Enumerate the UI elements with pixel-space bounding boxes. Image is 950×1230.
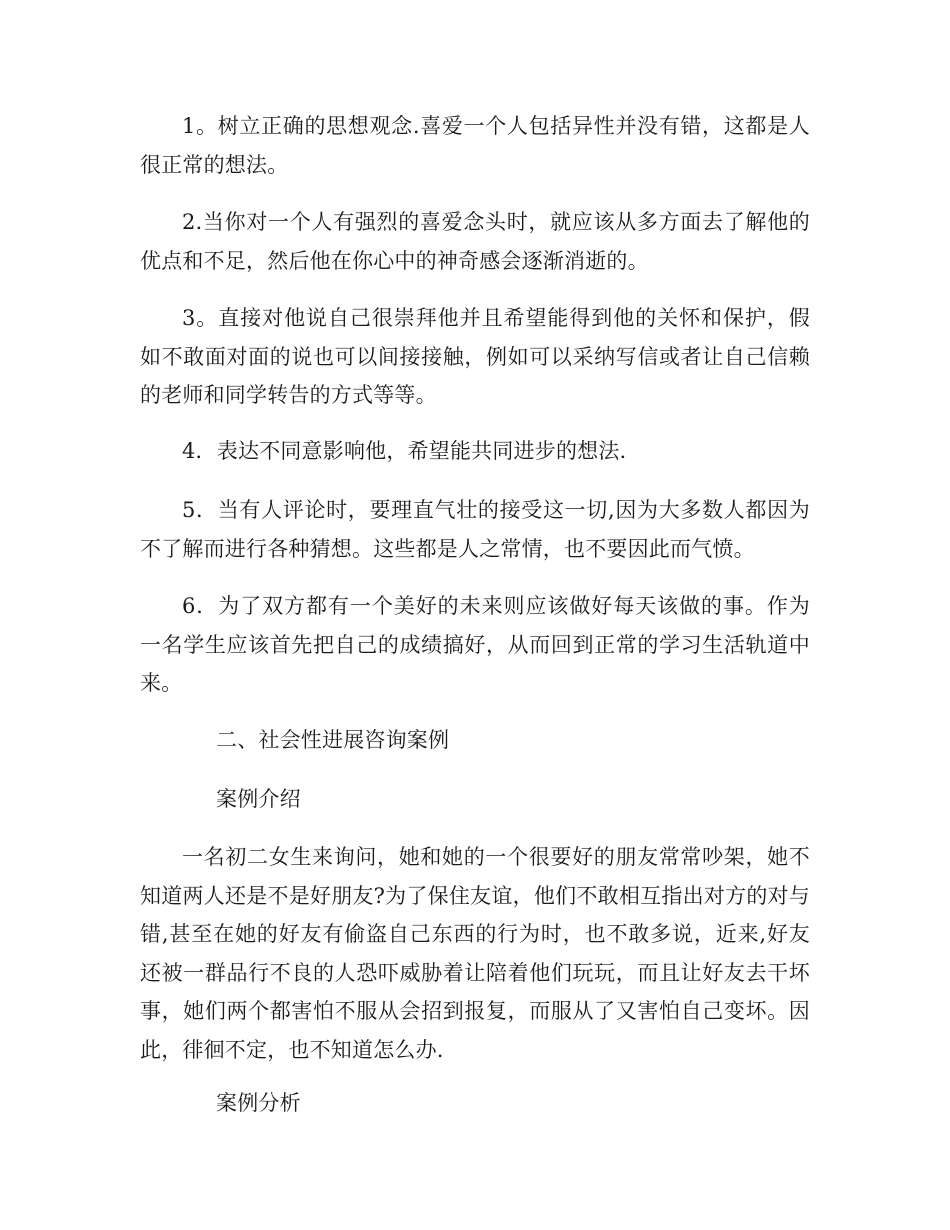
list-item-1: 1。树立正确的思想观念.喜爱一个人包括异性并没有错，这都是人很正常的想法。 <box>140 114 810 177</box>
list-item-4: 4．表达不同意影响他，希望能共同进步的想法. <box>182 439 627 463</box>
list-item-3: 3。直接对他说自己很崇拜他并且希望能得到他的关怀和保护，假如不敢面对面的说也可以间接接触，例如可以采纳写信或者让自己信赖的老师和同学转告的方式等等。 <box>140 306 810 407</box>
list-item-5: 5．当有人评论时，要理直气壮的接受这一切,因为大多数人都因为不了解而进行各种猜想。这些都是人之常情，也不要因此而气愤。 <box>140 498 810 561</box>
case-intro-title: 案例介绍 <box>216 787 301 811</box>
section-title: 二、社会性进展咨询案例 <box>216 728 450 752</box>
list-item-2: 2.当你对一个人有强烈的喜爱念头时，就应该从多方面去了解他的优点和不足，然后他在你心中的神奇感会逐渐消逝的。 <box>140 210 810 273</box>
list-item-6: 6．为了双方都有一个美好的未来则应该做好每天该做的事。作为一名学生应该首先把自己的成绩搞好，从而回到正常的学习生活轨道中来。 <box>140 594 810 695</box>
case-intro-text: 一名初二女生来询问，她和她的一个很要好的朋友常常吵架，她不知道两人还是不是好朋友?为了保住友谊，他们不敢相互指出对方的对与错,甚至在她的好友有偷盗自己东西的行为时，也不敢多说，近来,好友还被一群品行不良的人恐吓威胁着让陪着他们玩玩，而且让好友去干坏事，她们两个都害怕不服从会招到报复，而服从了又害怕自己变坏。因此，徘徊不定，也不知道怎么办. <box>140 845 810 1062</box>
case-analysis-title: 案例分析 <box>216 1091 301 1115</box>
